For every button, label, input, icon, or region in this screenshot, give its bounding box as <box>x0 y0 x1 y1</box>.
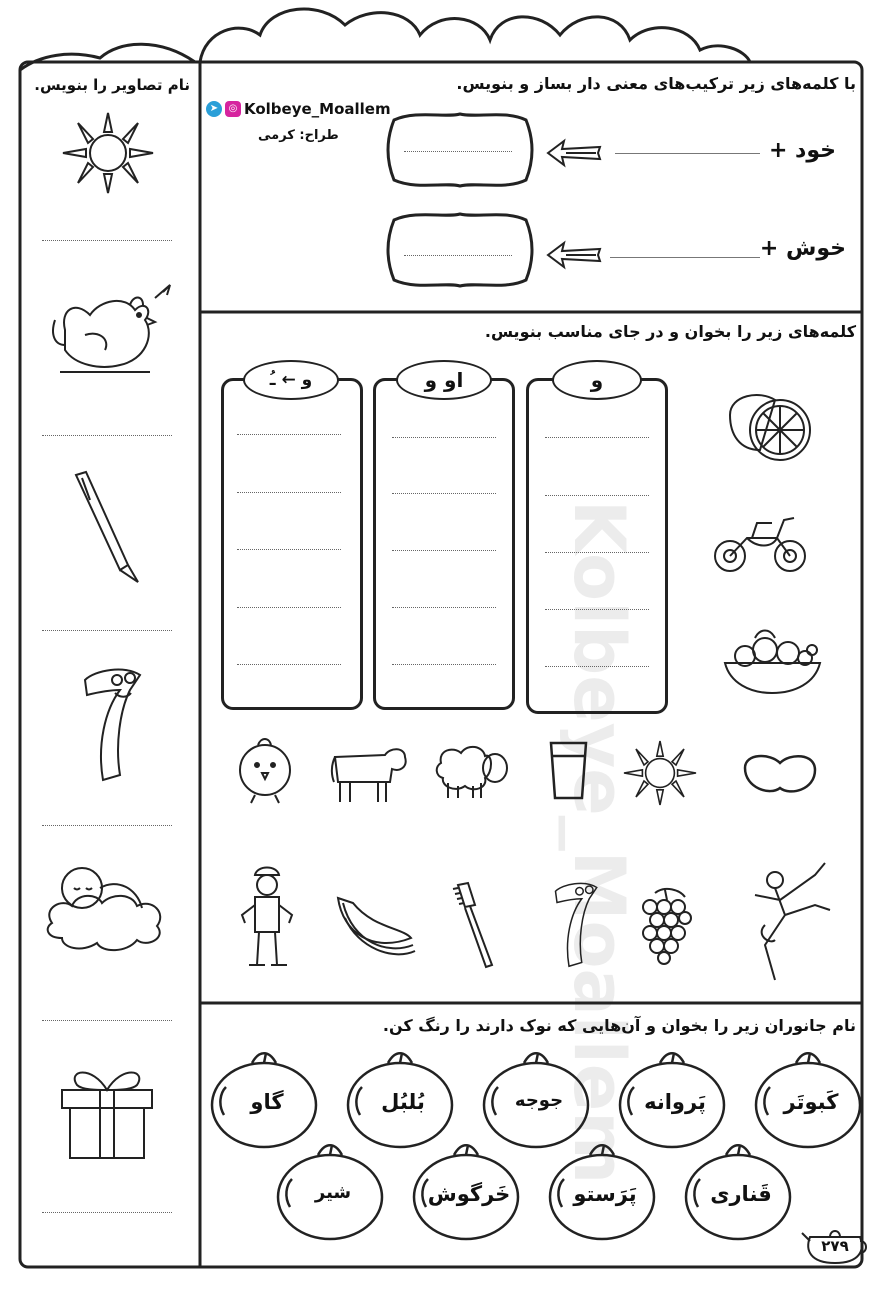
answer-line[interactable] <box>404 255 512 256</box>
pen-icon <box>68 470 148 590</box>
animal-word[interactable]: خَرگوش <box>427 1182 511 1206</box>
answer-line[interactable] <box>404 151 512 152</box>
sort-column <box>221 378 363 710</box>
answer-line[interactable] <box>615 153 760 154</box>
answer-line[interactable] <box>545 666 649 667</box>
animal-word[interactable]: بُلبُل <box>381 1090 425 1114</box>
credit-handle-row <box>206 100 391 118</box>
answer-frame <box>386 110 534 190</box>
answer-line[interactable] <box>42 825 172 826</box>
section1-title: با کلمه‌های زیر ترکیب‌های معنی دار بساز و بنویس. <box>456 74 856 93</box>
sort-column-header: او و <box>396 360 492 400</box>
credit-handle: Kolbeye_Moallem <box>244 100 391 118</box>
arrow-icon <box>546 240 602 270</box>
baby-on-cloud-icon <box>42 858 172 958</box>
sort-column-header: و ← ـُ <box>243 360 339 400</box>
referee-icon <box>237 865 297 970</box>
animal-word[interactable]: پَرَستو <box>573 1182 637 1206</box>
animal-word[interactable]: پَروانه <box>644 1090 706 1114</box>
seven-character-icon <box>75 665 155 785</box>
prefix-word: خوش + <box>759 236 846 261</box>
sort-column-header: و <box>552 360 642 400</box>
sort-column <box>526 378 668 714</box>
arrow-icon <box>546 138 602 168</box>
answer-line[interactable] <box>42 1020 172 1021</box>
tomato-shapes <box>0 1035 886 1305</box>
answer-line[interactable] <box>610 257 760 258</box>
answer-line[interactable] <box>392 493 496 494</box>
answer-line[interactable] <box>237 549 341 550</box>
answer-line[interactable] <box>392 607 496 608</box>
answer-line[interactable] <box>545 552 649 553</box>
animal-word[interactable]: کَبوتَر <box>783 1090 839 1114</box>
watermark: Kolbeye_Moallem <box>558 500 640 1185</box>
orange-slice-icon <box>720 385 810 465</box>
section2-title: کلمه‌های زیر را بخوان و در جای مناسب بنویس. <box>484 322 856 341</box>
instagram-icon[interactable]: ◎ <box>225 101 241 117</box>
telegram-icon[interactable]: ➤ <box>206 101 222 117</box>
answer-line[interactable] <box>392 664 496 665</box>
sun-icon <box>58 108 158 198</box>
answer-line[interactable] <box>237 434 341 435</box>
glass-icon <box>546 738 591 803</box>
answer-line[interactable] <box>545 495 649 496</box>
prefix-word: خود + <box>768 138 836 163</box>
banana-icon <box>333 893 418 963</box>
answer-line[interactable] <box>42 630 172 631</box>
fruit-bowl-icon <box>720 628 825 698</box>
answer-line[interactable] <box>237 664 341 665</box>
page-number: ۲۷۹ <box>821 1237 849 1255</box>
answer-frame <box>386 210 534 290</box>
animal-word[interactable]: گاو <box>250 1090 284 1114</box>
answer-line[interactable] <box>545 437 649 438</box>
animal-word[interactable]: شیر <box>314 1182 352 1203</box>
credit-designer: طراح: کرمی <box>258 128 339 143</box>
sort-column <box>373 378 515 710</box>
sheep-icon <box>433 738 513 803</box>
animal-word[interactable]: جوجه <box>514 1090 564 1111</box>
animal-word[interactable]: قَناری <box>710 1182 772 1206</box>
left-column-title: نام تصاویر را بنویس. <box>34 76 190 94</box>
grapes-icon <box>635 885 700 965</box>
answer-line[interactable] <box>42 435 172 436</box>
dancing-woman-icon <box>745 855 835 985</box>
sun-icon <box>620 733 700 813</box>
answer-line[interactable] <box>42 240 172 241</box>
answer-line[interactable] <box>545 609 649 610</box>
section3-title: نام جانوران زیر را بخوان و آن‌هایی که نوک دارند را رنگ کن. <box>382 1016 856 1035</box>
answer-line[interactable] <box>237 492 341 493</box>
hen-icon <box>45 280 165 380</box>
answer-line[interactable] <box>237 607 341 608</box>
answer-line[interactable] <box>392 550 496 551</box>
chick-icon <box>233 735 298 805</box>
cow-icon <box>330 737 410 807</box>
motorcycle-icon <box>712 508 807 578</box>
toothbrush-icon <box>450 880 500 970</box>
seven-character-icon <box>548 875 608 975</box>
bean-icon <box>740 748 820 798</box>
answer-line[interactable] <box>392 437 496 438</box>
